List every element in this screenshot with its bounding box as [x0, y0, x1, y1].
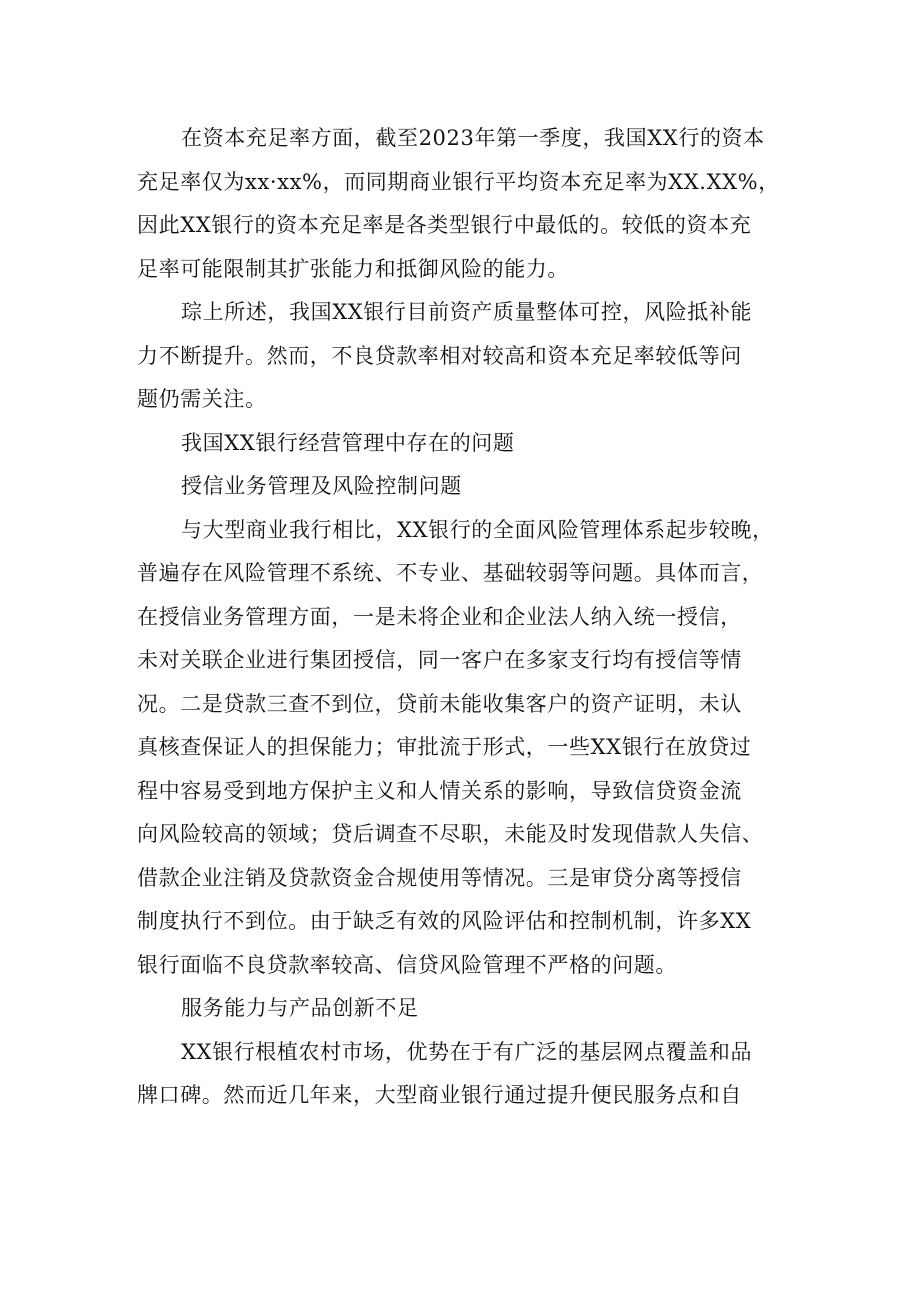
paragraph-line: 况。二是贷款三查不到位，贷前未能收集客户的资产证明，未认: [137, 691, 742, 716]
paragraph-line: 牌口碑。然而近几年来，大型商业银行通过提升便民服务点和自: [137, 1083, 742, 1107]
paragraph-line: 普遍存在风险管理不系统、不专业、基础较弱等问题。具体而言，: [137, 561, 764, 585]
paragraph-line: 充足率仅为xx·xx%，而同期商业银行平均资本充足率为XX.XX%，: [137, 169, 780, 194]
paragraph-line: 未对关联企业进行集团授信，同一客户在多家支行均有授信等情: [137, 648, 742, 672]
paragraph-line: 因此XX银行的资本充足率是各类型银行中最低的。较低的资本充: [137, 213, 752, 237]
paragraph-line: 向风险较高的领域；贷后调查不尽职，未能及时发现借款人失信、: [137, 822, 764, 846]
paragraph-line: 程中容易受到地方保护主义和人情关系的影响，导致信贷资金流: [137, 778, 742, 803]
paragraph-line: XX银行根植农村市场，优势在于有广泛的基层网点覆盖和品: [181, 1039, 753, 1064]
section-heading: 我国XX银行经营管理中存在的问题: [181, 430, 515, 455]
paragraph-line: 制度执行不到位。由于缺乏有效的风险评估和控制机制，许多XX: [137, 909, 752, 933]
paragraph-line: 足率可能限制其扩张能力和抵御风险的能力。: [137, 256, 569, 281]
paragraph-line: 题仍需关注。: [137, 387, 267, 411]
paragraph-line: 琮上所述，我国XX银行目前资产质量整体可控，风险抵补能: [181, 300, 753, 324]
paragraph-line: 银行面临不良贷款率较高、信贷风险管理不严格的问题。: [137, 952, 677, 977]
paragraph-line: 借款企业注销及贷款资金合规使用等情况。三是审贷分离等授信: [137, 865, 742, 890]
paragraph-line: 在授信业务管理方面，一是未将企业和企业法人纳入统一授信，: [137, 604, 742, 629]
paragraph-line: 真核查保证人的担保能力；审批流于形式，一些XX银行在放贷过: [137, 735, 752, 759]
paragraph-line: 与大型商业我行相比，XX银行的全面风险管理体系起步较晚，: [181, 517, 774, 542]
subsection-heading: 服务能力与产品创新不足: [181, 996, 419, 1020]
paragraph-line: 在资本充足率方面，截至2023年第一季度，我国XX行的资本: [181, 126, 765, 150]
subsection-heading: 授信业务管理及风险控制问题: [181, 474, 462, 498]
paragraph-line: 力不断提升。然而，不良贷款率相对较高和资本充足率较低等问: [137, 343, 742, 368]
